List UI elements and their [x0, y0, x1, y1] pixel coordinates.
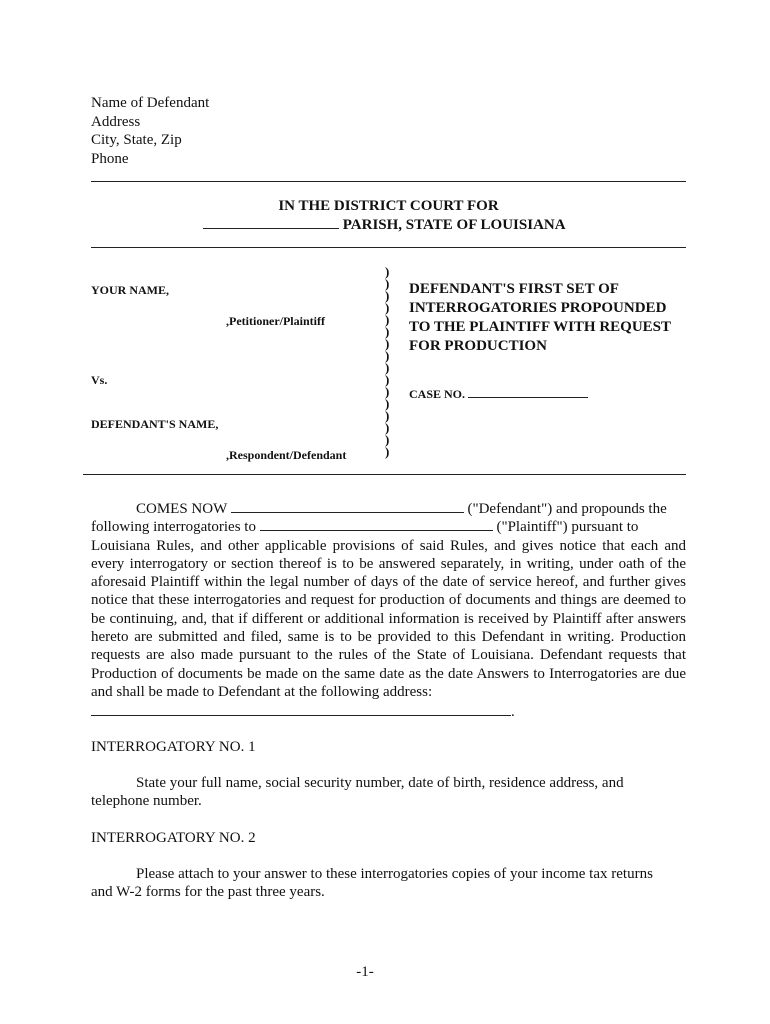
court-divider [91, 247, 686, 248]
page-number: -1- [356, 964, 374, 980]
parish-blank[interactable] [203, 228, 339, 229]
caption-paren: ) [385, 396, 390, 411]
title-line-4: FOR PRODUCTION [409, 338, 547, 354]
address-blank[interactable] [91, 715, 511, 716]
caption-paren: ) [385, 384, 390, 399]
title-line-3: TO THE PLAINTIFF WITH REQUEST [409, 319, 672, 335]
caption-divider [83, 474, 686, 475]
plaintiff-ref-text: ("Plaintiff") pursuant to [496, 519, 639, 536]
caption-paren: ) [385, 264, 390, 279]
case-no-blank[interactable] [468, 397, 588, 398]
case-number [409, 387, 588, 402]
caption-paren: ) [385, 432, 390, 447]
caption-paren: ) [385, 408, 390, 423]
caption-paren-column [385, 266, 389, 458]
caption-paren: ) [385, 444, 390, 459]
caption-paren: ) [385, 360, 390, 375]
body-line-1 [91, 500, 686, 518]
comes-now-text: COMES NOW [136, 501, 227, 517]
petitioner-label: ,Petitioner/Plaintiff [226, 314, 325, 328]
defendant-city-line: City, State, Zip [91, 132, 182, 148]
title-line-2: INTERROGATORIES PROPOUNDED [409, 300, 667, 316]
caption-paren: ) [385, 324, 390, 339]
defendant-ref-text: ("Defendant") and propounds the [467, 501, 667, 517]
caption-paren: ) [385, 276, 390, 291]
vs-label: Vs. [91, 373, 108, 387]
defendant-info [91, 94, 209, 168]
interrogatory-1-heading: INTERROGATORY NO. 1 [91, 739, 256, 755]
court-heading-line1: IN THE DISTRICT COURT FOR [278, 198, 499, 214]
defendant-name-label: DEFENDANT'S NAME, [91, 417, 219, 431]
court-parish-text: PARISH, STATE OF LOUISIANA [342, 217, 566, 233]
plaintiff-blank[interactable] [260, 530, 493, 531]
court-heading-line2 [203, 217, 566, 234]
title-line-1: DEFENDANT'S FIRST SET OF [409, 281, 619, 297]
defendant-phone-line: Phone [91, 150, 129, 167]
body-line-2 [91, 518, 686, 536]
caption-paren: ) [385, 300, 390, 315]
your-name-label: YOUR NAME, [91, 283, 169, 297]
caption-paren: ) [385, 420, 390, 435]
document-title [409, 280, 671, 356]
address-line [91, 703, 686, 721]
caption-paren: ) [385, 348, 390, 363]
defendant-name-line: Name of Defendant [91, 95, 210, 111]
interrogatory-2-heading: INTERROGATORY NO. 2 [91, 830, 256, 846]
body-paragraph-text: Louisiana Rules, and other applicable provisions of said Rules, and gives notice that each and every interrogatory or section thereof is to be answered separately, in writing, under oath of the aforesaid Plaintiff within the legal number of days of the date of service hereof, and further gives notice that these interrogatories and request for production of documents and things are deemed to be continuing, and, that if different or additional information is received by Plaintiff after answers hereto are submitted and filed, same is to be provided to this Defendant in writing. Production requests are also made pursuant to the rules of the State of Louisiana. Defendant requests that Production of documents be made on the same date as the date Answers to Interrogatories are due and shall be made to Defendant at the following address: [91, 537, 686, 700]
header-divider [91, 181, 686, 182]
caption-paren: ) [385, 288, 390, 303]
case-no-label: CASE NO. [409, 387, 466, 401]
address-period: . [511, 704, 515, 721]
respondent-label: ,Respondent/Defendant [226, 448, 347, 462]
interrogatory-2-text: Please attach to your answer to these interrogatories copies of your income tax returns and W-2 forms for the past three years. [91, 866, 653, 901]
defendant-blank[interactable] [231, 512, 464, 513]
caption-paren: ) [385, 372, 390, 387]
caption-paren: ) [385, 312, 390, 327]
comes-now-paragraph [91, 500, 686, 722]
caption-paren: ) [385, 336, 390, 351]
interrogatories-to-text: following interrogatories to [91, 519, 256, 536]
defendant-address-line: Address [91, 113, 141, 130]
interrogatory-1-text: State your full name, social security number, date of birth, residence address, and telephone number. [91, 775, 624, 810]
